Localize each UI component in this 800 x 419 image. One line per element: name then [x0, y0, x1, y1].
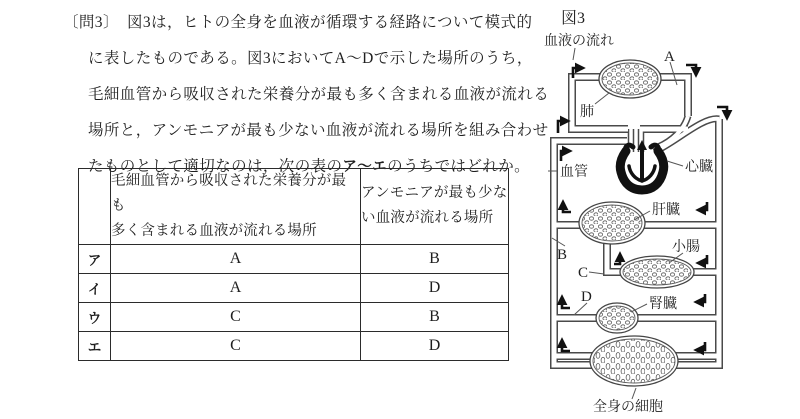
lung-organ: [599, 60, 661, 98]
row-label: イ: [79, 273, 111, 302]
liver-label: 肝臓: [652, 203, 680, 218]
heart-label: 心臓: [685, 160, 713, 175]
point-c-label: C: [578, 265, 589, 281]
liver-organ: [579, 202, 645, 244]
question-line-5-choices: ア～エ: [342, 159, 388, 175]
table-row: [79, 302, 509, 331]
body-cells-organ: [590, 336, 678, 386]
row-value-nutrients: A: [111, 244, 361, 273]
small-intestine-organ: [620, 256, 694, 288]
row-value-ammonia: D: [361, 331, 509, 360]
col-header-ammonia: [361, 169, 509, 245]
heart-organ: [620, 140, 664, 190]
table-row: [79, 273, 509, 302]
question-line-5-post: のうちではどれか。: [387, 158, 531, 175]
question-line-2: に表したものである。図3においてA～Dで示した場所のうち，: [88, 50, 533, 67]
point-a-label: A: [664, 49, 675, 65]
table-row: [79, 331, 509, 360]
col-header-ammonia-line1: アンモニアが最も少な: [361, 185, 508, 202]
col-header-ammonia-line2: い血液が流れる場所: [361, 210, 494, 227]
row-value-nutrients: C: [111, 302, 361, 331]
kidney-label: 腎臓: [649, 297, 677, 312]
row-label: ア: [79, 244, 111, 273]
vessel-label: 血管: [560, 165, 588, 180]
row-value-ammonia: B: [361, 244, 509, 273]
col-header-nutrients-line2: 多く含まれる血液が流れる場所: [111, 222, 317, 239]
row-value-nutrients: A: [111, 273, 361, 302]
question-line-3: 毛細血管から吸収された栄養分が最も多く含まれる血液が流れる: [88, 86, 550, 103]
figure-3-diagram: [535, 0, 800, 419]
figure-title: 図3: [561, 10, 586, 27]
question-line-4: 場所と，アンモニアが最も少ない血液が流れる場所を組み合わせ: [88, 122, 549, 139]
row-label: ウ: [79, 302, 111, 331]
row-value-ammonia: D: [361, 273, 509, 302]
blood-flow-label: 血液の流れ: [544, 34, 614, 49]
row-label: エ: [79, 331, 111, 360]
body-cells-label: 全身の細胞: [593, 400, 663, 415]
small-intestine-label: 小腸: [672, 240, 700, 255]
kidney-organ: [596, 303, 638, 333]
row-value-nutrients: C: [111, 331, 361, 360]
table-corner-cell: [79, 169, 111, 245]
col-header-nutrients: [111, 169, 361, 245]
answer-options-table: [78, 168, 509, 361]
question-line-5-pre: たものとして適切なのは，次の表の: [88, 158, 343, 175]
row-value-ammonia: B: [361, 302, 509, 331]
point-d-label: D: [581, 289, 592, 305]
point-b-label: B: [557, 247, 568, 263]
table-header-row: [79, 169, 509, 245]
lung-label: 肺: [580, 105, 594, 120]
col-header-nutrients-line1: 毛細血管から吸収された栄養分が最も: [111, 173, 347, 214]
table-row: [79, 244, 509, 273]
question-line-1: 〔問3〕 図3は，ヒトの全身を血液が循環する経路について模式的: [63, 14, 533, 31]
